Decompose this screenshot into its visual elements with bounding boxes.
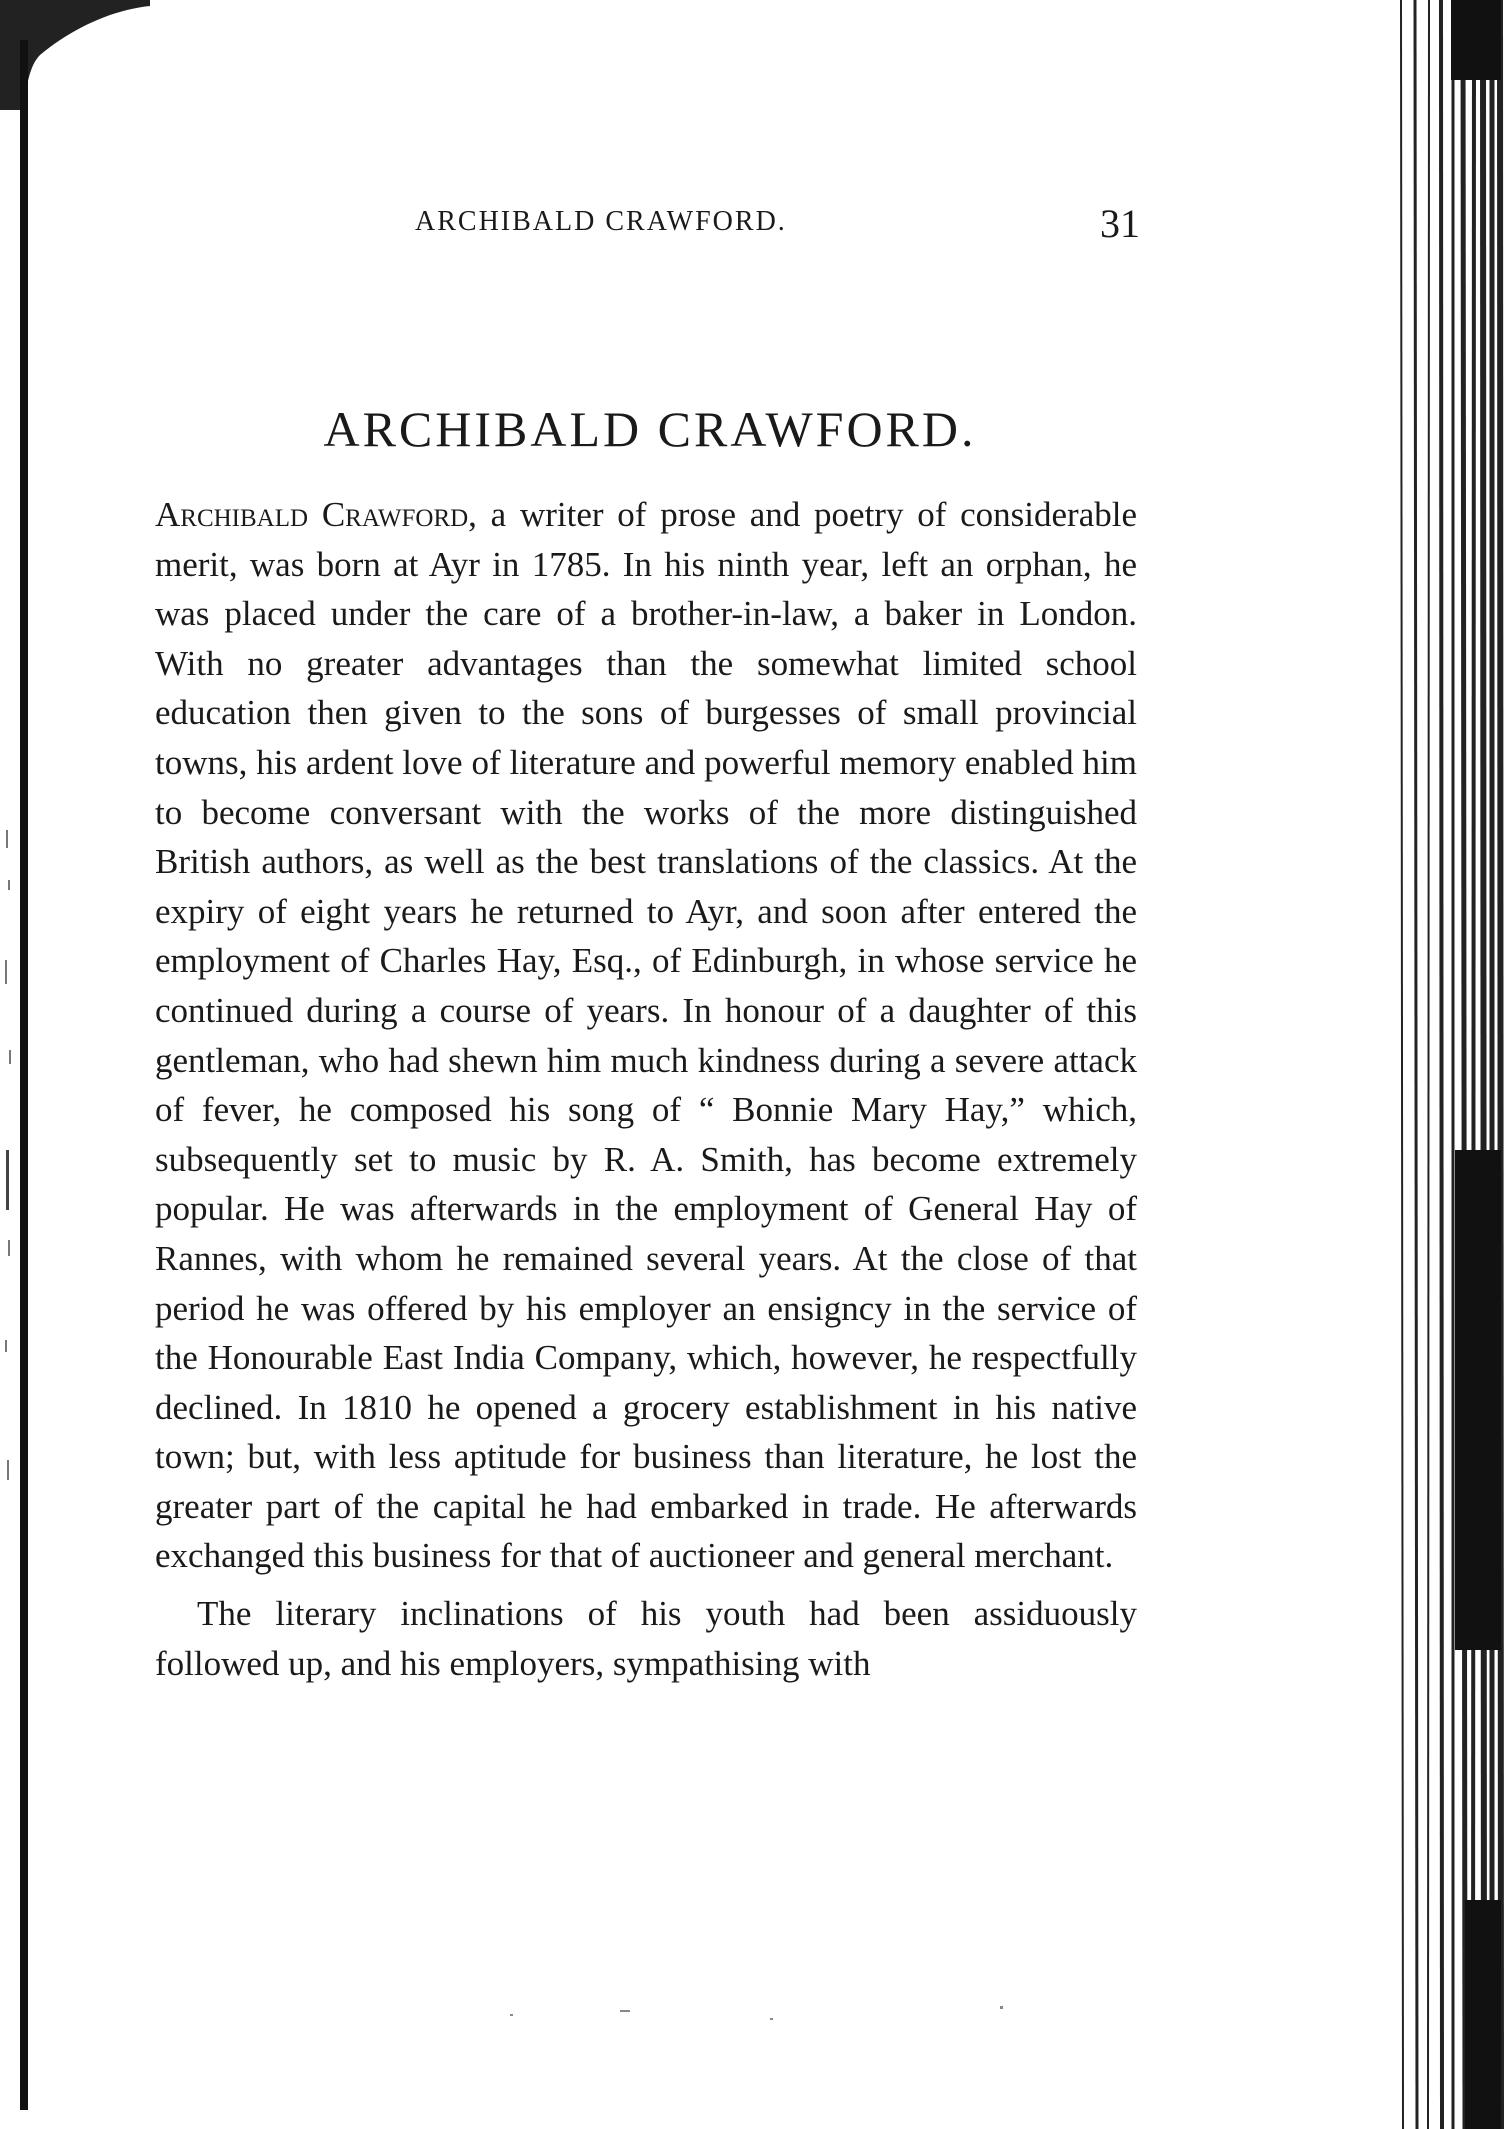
- scan-left-edge: [20, 40, 28, 2110]
- scan-right-binding: [1395, 0, 1506, 2129]
- body-text: [155, 490, 1137, 1688]
- page-number: 31: [1100, 201, 1140, 246]
- running-title: ARCHIBALD CRAWFORD.: [415, 206, 787, 237]
- paragraph-1-lead: Archibald Crawford: [155, 495, 469, 534]
- paragraph-2-text: The literary inclinations of his youth had been assiduously followed up, and his employers, sympathising with: [155, 1594, 1137, 1683]
- scan-left-specks: [0, 820, 20, 1520]
- running-head: [160, 200, 1140, 250]
- paragraph-2: [155, 1589, 1137, 1688]
- paragraph-1-text: , a writer of prose and poetry of considerable merit, was born at Ayr in 1785. In his ninth year, left an orphan, he was placed under the care of a brother-in-law, a baker in London. With no greater advantages than the somewhat limited school education then given to the sons of burgesses of small provincial towns, his ardent love of literature and powerful memory enabled him to become conversant with the works of the more distinguished British authors, as well as the best translations of the classics. At the expiry of eight years he returned to Ayr, and soon after entered the employment of Charles Hay, Esq., of Edinburgh, in whose service he continued during a course of years. In honour of a daughter of this gentleman, who had shewn him much kindness during a severe attack of fever, he composed his song of “ Bonnie Mary Hay,” which, subsequently set to music by R. A. Smith, has become extremely popular. He was afterwards in the employment of General Hay of Rannes, with whom he remained several years. At the close of that period he was offered by his employer an ensigncy in the service of the Honourable East India Company, which, however, he respectfully declined. In 1810 he opened a grocery establishment in his native town; but, with less aptitude for business than literature, he lost the greater part of the capital he had embarked in trade. He afterwards exchanged this business for that of auctioneer and general merchant.: [155, 495, 1137, 1576]
- scan-bottom-specks: [480, 2000, 1040, 2030]
- chapter-title: ARCHIBALD CRAWFORD.: [323, 401, 977, 457]
- paragraph-1: [155, 490, 1137, 1581]
